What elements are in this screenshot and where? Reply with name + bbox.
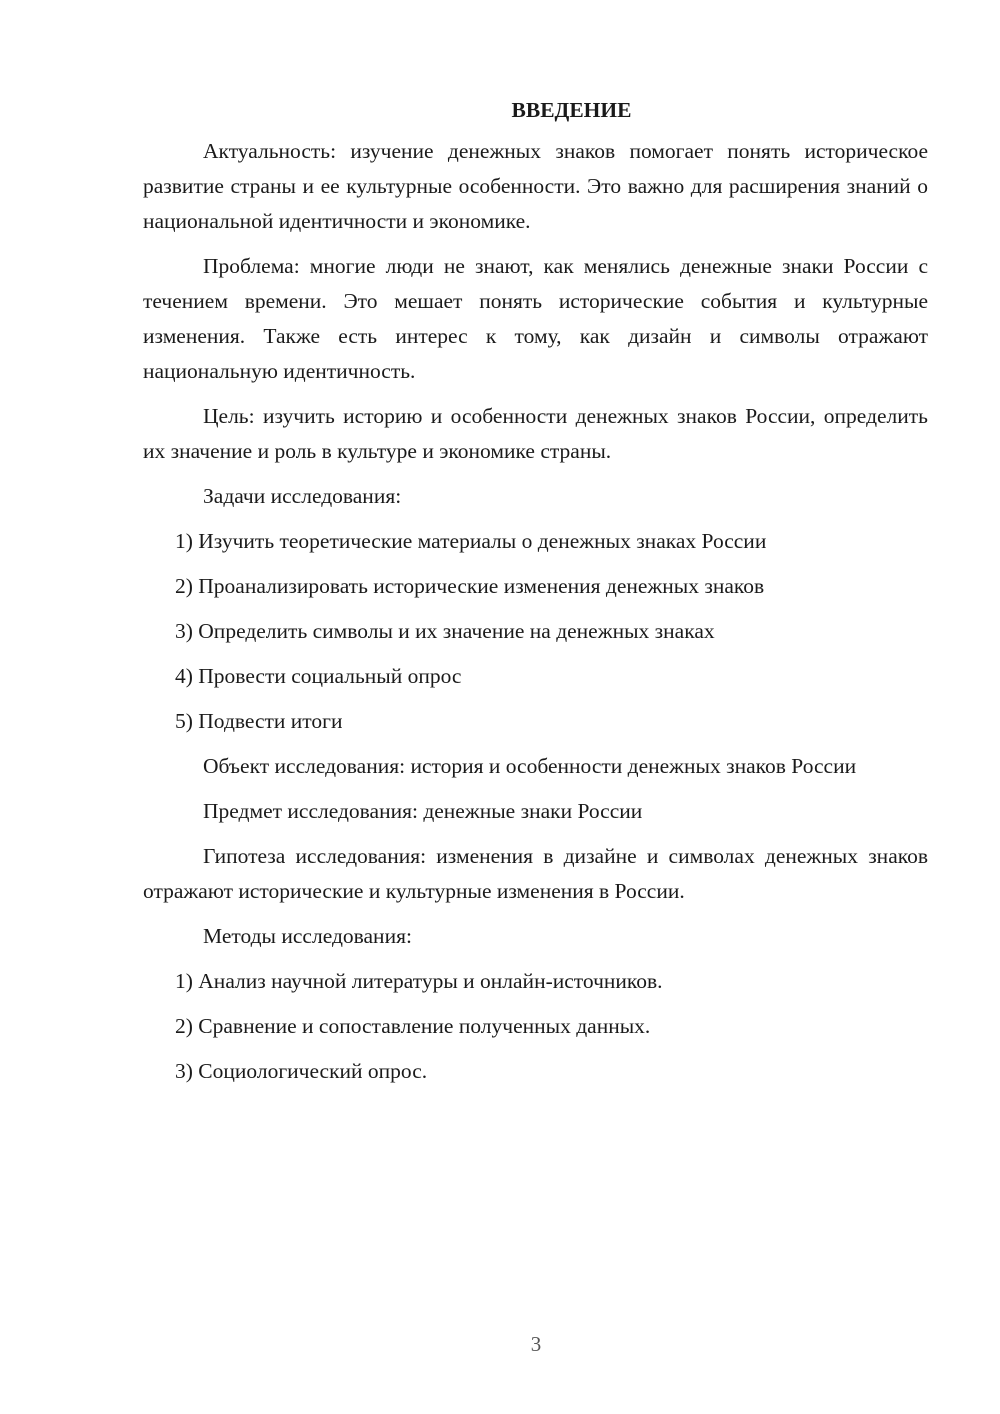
subject-paragraph: Предмет исследования: денежные знаки России [203,799,643,823]
section-title: ВВЕДЕНИЕ [511,98,632,122]
relevance-paragraph: Актуальность: изучение денежных знаков помогает понять историческое развитие страны и ее культурные особенности. Это важно для расширения знаний о национальной идентичности и экономике. [143,139,928,233]
goal-paragraph: Цель: изучить историю и особенности денежных знаков России, определить их значение и роль в культуре и экономике страны. [143,404,928,463]
task-item: 4) Провести социальный опрос [175,664,462,688]
problem-paragraph: Проблема: многие люди не знают, как менялись денежные знаки России с течением времени. Это мешает понять исторические события и культурные изменения. Также есть интерес к тому, как дизайн и символы отражают национальную идентичность. [143,254,928,383]
hypothesis-paragraph: Гипотеза исследования: изменения в дизайне и символах денежных знаков отражают исторические и культурные изменения в России. [143,844,928,903]
document-page [143,94,928,1099]
task-item: 3) Определить символы и их значение на денежных знаках [175,619,715,643]
method-item: 1) Анализ научной литературы и онлайн-источников. [175,969,663,993]
task-item: 5) Подвести итоги [175,709,343,733]
object-paragraph: Объект исследования: история и особенности денежных знаков России [203,754,857,778]
task-item: 1) Изучить теоретические материалы о денежных знаках России [175,529,767,553]
page-number: 3 [530,1332,542,1356]
tasks-heading: Задачи исследования: [203,484,402,508]
method-item: 3) Социологический опрос. [175,1059,428,1083]
task-item: 2) Проанализировать исторические изменения денежных знаков [175,574,765,598]
method-item: 2) Сравнение и сопоставление полученных данных. [175,1014,651,1038]
methods-heading: Методы исследования: [203,924,412,948]
